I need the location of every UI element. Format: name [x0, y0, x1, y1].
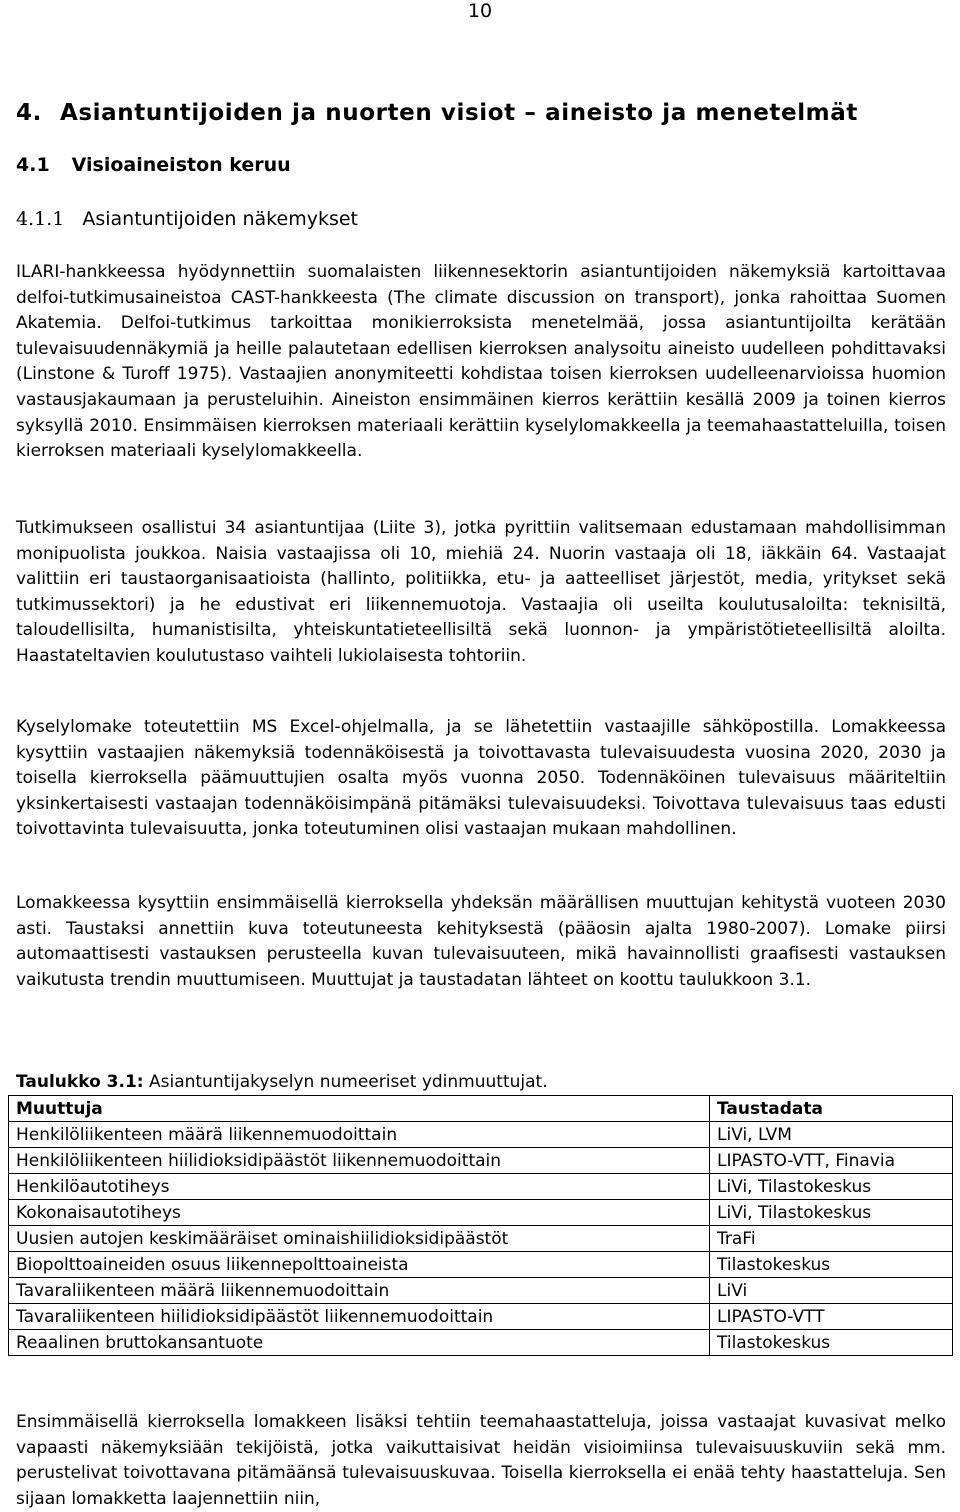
table-cell-variable: Henkilöliikenteen hiilidioksidipäästöt liikennemuodoittain	[9, 1148, 710, 1174]
table-row	[9, 1330, 953, 1356]
table-cell-variable: Tavaraliikenteen hiilidioksidipäästöt liikennemuodoittain	[9, 1304, 710, 1330]
table-cell-variable: Henkilöautotiheys	[9, 1174, 710, 1200]
table-cell-source: TraFi	[710, 1226, 953, 1252]
paragraph-participants: Tutkimukseen osallistui 34 asiantuntijaa (Liite 3), jotka pyrittiin valitsemaan edustamaan mahdollisimman monipuolista joukkoa. Naisia vastaajissa oli 10, miehiä 24. Nuorin vastaaja oli 18, iäkkäin 64. Vastaajat valittiin eri taustaorganisaatioista (hallinto, politiikka, etu- ja aatteelliset järjestöt, media, yritykset sekä tutkimussektori) ja he edustivat eri liikennemuotoja. Vastaajia oli useilta koulutusaloilta: teknisiltä, taloudellisilta, humanistisilta, yhteiskuntatieteellisiltä sekä luonnon- ja ympäristötieteellisiltä aloilta. Haastateltavien koulutustaso vaihteli lukiolaisesta tohtoriin.	[16, 518, 946, 666]
header-variable: Muuttuja	[9, 1096, 710, 1122]
table-cell-source: LiVi, LVM	[710, 1122, 953, 1148]
table-caption	[16, 1070, 548, 1094]
table-cell-variable: Uusien autojen keskimääräiset ominaishiilidioksidipäästöt	[9, 1226, 710, 1252]
paragraph-variables: Lomakkeessa kysyttiin ensimmäisellä kierroksella yhdeksän määrällisen muuttujan kehitystä vuoteen 2030 asti. Taustaksi annettiin kuva toteutuneesta kehityksestä (pääosin ajalta 1980-2007). Lomake piirsi automaattisesti vastauksen perusteella kuvan tulevaisuuteen, mikä havainnollisti graafisesti vastauksen vaikutusta trendin muuttumiseen. Muuttujat ja taustadatan lähteet on koottu taulukkoon 3.1.	[16, 893, 946, 990]
chapter-title: Asiantuntijoiden ja nuorten visiot – aineisto ja menetelmät	[59, 100, 858, 126]
section-title: Visioaineiston keruu	[71, 154, 291, 176]
table-cell-source: LiVi	[710, 1278, 953, 1304]
table-row	[9, 1174, 953, 1200]
table-cell-variable: Kokonaisautotiheys	[9, 1200, 710, 1226]
paragraph-questionnaire: Kyselylomake toteutettiin MS Excel-ohjelmalla, ja se lähetettiin vastaajille sähköpostilla. Lomakkeessa kysyttiin vastaajien näkemyksiä todennäköisestä ja toivottavasta tulevaisuudesta vuosina 2020, 2030 ja toisella kierroksella päämuuttujien osalta myös vuonna 2050. Todennäköinen tulevaisuus määriteltiin yksinkertaisesti vastaajan todennäköisimpänä pitämäksi tulevaisuudeksi. Toivottava tulevaisuus taas edusti toivottavinta tulevaisuutta, jonka toteutuminen olisi vastaajan mukaan mahdollinen.	[16, 717, 946, 840]
table-cell-source: Tilastokeskus	[710, 1252, 953, 1278]
subsection-number: 4.1.1	[16, 208, 65, 230]
table-cell-source: LiVi, Tilastokeskus	[710, 1174, 953, 1200]
paragraph-delphi: ILARI-hankkeessa hyödynnettiin suomalaisten liikennesektorin asiantuntijoiden näkemyksiä kartoittavaa delfoi-tutkimusaineistoa CAST-hankkeesta (The climate discussion on transport), jonka rahoittaa Suomen Akatemia. Delfoi-tutkimus tarkoittaa monikierroksista menetelmää, jossa asiantuntijoilta kerätään tulevaisuudennäkymiä ja heille palautetaan edellisen kierroksen analysoitu aineisto uudelleen pohdittavaksi (Linstone & Turoff 1975). Vastaajien anonymiteetti kohdistaa toisen kierroksen uudelleenarvioissa huomion vastausjakaumaan ja perusteluihin. Aineiston ensimmäinen kierros kerättiin kesällä 2009 ja toinen kierros syksyllä 2010. Ensimmäisen kierroksen materiaali kerättiin kyselylomakkeella ja teemahaastatteluilla, toisen kierroksen materiaali kyselylomakkeella.	[16, 262, 946, 462]
chapter-number: 4.	[16, 100, 42, 126]
paragraph-interviews: Ensimmäisellä kierroksella lomakkeen lisäksi tehtiin teemahaastatteluja, joissa vastaajat kuvasivat melko vapaasti näkemyksiään tekijöistä, jotka vaikuttaisivat heidän visioimiinsa tulevaisuuskuviin sekä mm. perustelivat toivottavana pitämäänsä tulevaisuuskuvaa. Toisella kierroksella ei enää tehty haastatteluja. Sen sijaan lomakketta laajennettiin niin,	[16, 1412, 946, 1509]
table-row	[9, 1304, 953, 1330]
subsection-title: Asiantuntijoiden näkemykset	[82, 208, 358, 230]
table-row	[9, 1122, 953, 1148]
table-cell-variable: Tavaraliikenteen määrä liikennemuodoittain	[9, 1278, 710, 1304]
table-row	[9, 1252, 953, 1278]
variables-table	[8, 1095, 953, 1356]
table-row	[9, 1200, 953, 1226]
table-cell-source: Tilastokeskus	[710, 1330, 953, 1356]
page-number: 10	[467, 0, 493, 22]
table-caption-label: Taulukko 3.1:	[16, 1072, 144, 1092]
section-number: 4.1	[16, 154, 50, 176]
chapter-heading	[16, 98, 858, 128]
table-cell-source: LIPASTO-VTT, Finavia	[710, 1148, 953, 1174]
section-heading	[16, 152, 291, 178]
table-header-row	[9, 1096, 953, 1122]
table-cell-variable: Henkilöliikenteen määrä liikennemuodoittain	[9, 1122, 710, 1148]
table-row	[9, 1226, 953, 1252]
subsection-heading	[16, 206, 358, 232]
header-source-data: Taustadata	[710, 1096, 953, 1122]
table-cell-source: LIPASTO-VTT	[710, 1304, 953, 1330]
table-row	[9, 1278, 953, 1304]
table-cell-source: LiVi, Tilastokeskus	[710, 1200, 953, 1226]
table-cell-variable: Biopolttoaineiden osuus liikennepolttoaineista	[9, 1252, 710, 1278]
table-cell-variable: Reaalinen bruttokansantuote	[9, 1330, 710, 1356]
table-caption-text: Asiantuntijakyselyn numeeriset ydinmuuttujat.	[148, 1072, 548, 1092]
table-row	[9, 1148, 953, 1174]
